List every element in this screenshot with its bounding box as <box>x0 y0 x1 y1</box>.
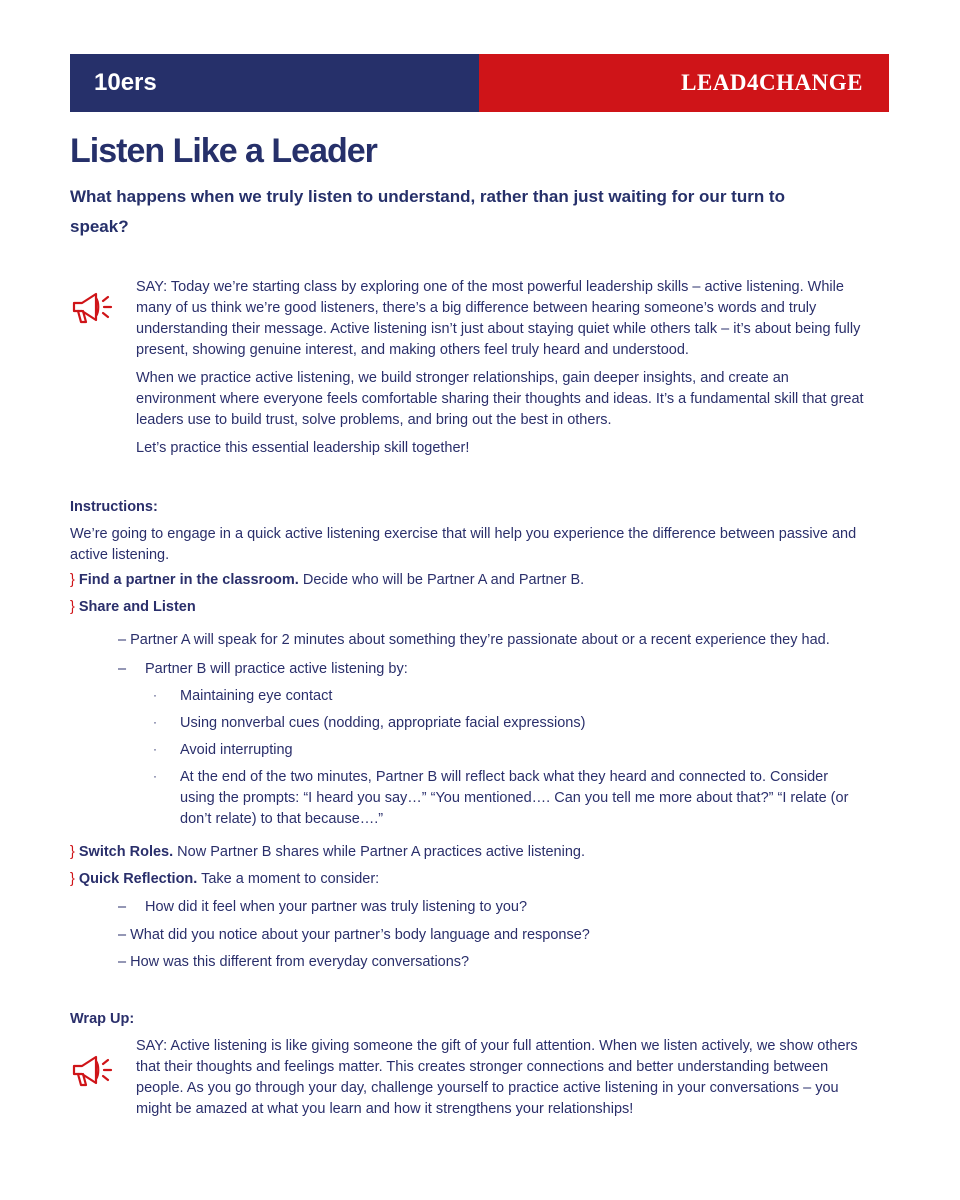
header-right-panel <box>479 54 889 112</box>
dot-bullet-icon: · <box>153 715 157 729</box>
step-switch-roles-title: Switch Roles. <box>78 844 174 860</box>
step-switch-roles-text: Now Partner B shares while Partner A practices active listening. <box>173 844 585 860</box>
megaphone-icon <box>70 287 116 331</box>
dot-bullet-icon: · <box>153 688 157 702</box>
wrap-paragraph: SAY: Active listening is like giving someone the gift of your full attention. When we listen actively, we show others that their thoughts and feelings matter. This creates stronger connections and better understanding between people. As you go through your day, challenge yourself to practice active listening in your conversations – you might be amazed at what you learn and how it strengthens your relationships! <box>136 1038 858 1117</box>
dash-bullet-icon: – <box>118 661 127 677</box>
dot-bullet-icon: · <box>153 742 157 756</box>
instructions-intro: We’re going to engage in a quick active listening exercise that will help you experience the difference between passive and active listening. <box>70 526 857 563</box>
listening-item-nonverbal: Using nonverbal cues (nodding, appropriate facial expressions) <box>180 715 586 731</box>
bracket-bullet-icon: } <box>70 871 75 887</box>
intro-say-block <box>136 277 866 466</box>
brand-10ers: 10ers <box>94 69 157 96</box>
bracket-bullet-icon: } <box>70 572 75 588</box>
partner-b-item: Partner B will practice active listening by: <box>145 661 408 677</box>
step-quick-reflection-title: Quick Reflection. <box>78 871 198 887</box>
megaphone-icon <box>70 1050 116 1094</box>
dash-bullet-icon: – <box>118 899 127 915</box>
listening-item-eye-contact: Maintaining eye contact <box>180 688 333 704</box>
step-find-partner-text: Decide who will be Partner A and Partner B. <box>298 572 585 588</box>
bracket-bullet-icon: } <box>70 599 75 615</box>
wrap-up-heading: Wrap Up: <box>70 1011 135 1027</box>
partner-a-item: – Partner A will speak for 2 minutes about something they’re passionate about or a recent experience they had. <box>118 632 830 648</box>
reflection-question-3: – How was this different from everyday conversations? <box>118 954 470 970</box>
dot-bullet-icon: · <box>153 769 157 783</box>
intro-paragraph-3: Let’s practice this essential leadership skill together! <box>136 440 470 456</box>
reflection-question-1: How did it feel when your partner was truly listening to you? <box>145 899 528 915</box>
page-subtitle: What happens when we truly listen to understand, rather than just waiting for our turn to speak? <box>70 187 785 236</box>
intro-paragraph-1: SAY: Today we’re starting class by exploring one of the most powerful leadership skills – active listening. While many of us think we’re good listeners, there’s a big difference between hearing someone’s words and truly understanding their message. Active listening isn’t just about staying quiet while others talk – it’s about being fully present, showing genuine interest, and making others feel truly heard and understood. <box>136 279 861 358</box>
step-find-partner-title: Find a partner in the classroom. <box>78 572 299 588</box>
step-find-partner <box>70 570 584 591</box>
step-quick-reflection <box>70 869 379 890</box>
page-title: Listen Like a Leader <box>70 132 377 170</box>
step-quick-reflection-text: Take a moment to consider: <box>197 871 380 887</box>
instructions-heading: Instructions: <box>70 499 158 515</box>
reflection-question-2: – What did you notice about your partner’s body language and response? <box>118 927 590 943</box>
header-bar <box>70 54 889 112</box>
brand-lead4change-logo: LEAD4CHANGE <box>681 70 863 95</box>
listening-item-reflect: At the end of the two minutes, Partner B will reflect back what they heard and connected to. Consider using the prompts: “I heard you say…” “You mentioned…. Can you tell me more about that?” “I relate (or don’t relate) to that because….” <box>180 769 849 827</box>
listening-item-interrupt: Avoid interrupting <box>180 742 293 758</box>
step-share-listen <box>70 597 196 618</box>
step-share-listen-title: Share and Listen <box>78 599 196 615</box>
bracket-bullet-icon: } <box>70 844 75 860</box>
wrap-say-block <box>136 1036 866 1127</box>
header-left-panel <box>70 54 479 112</box>
intro-paragraph-2: When we practice active listening, we build stronger relationships, gain deeper insights, and create an environment where everyone feels comfortable sharing their thoughts and ideas. It’s a fundamental skill that great leaders use to build trust, solve problems, and bring out the best in others. <box>136 370 864 428</box>
step-switch-roles <box>70 842 585 863</box>
